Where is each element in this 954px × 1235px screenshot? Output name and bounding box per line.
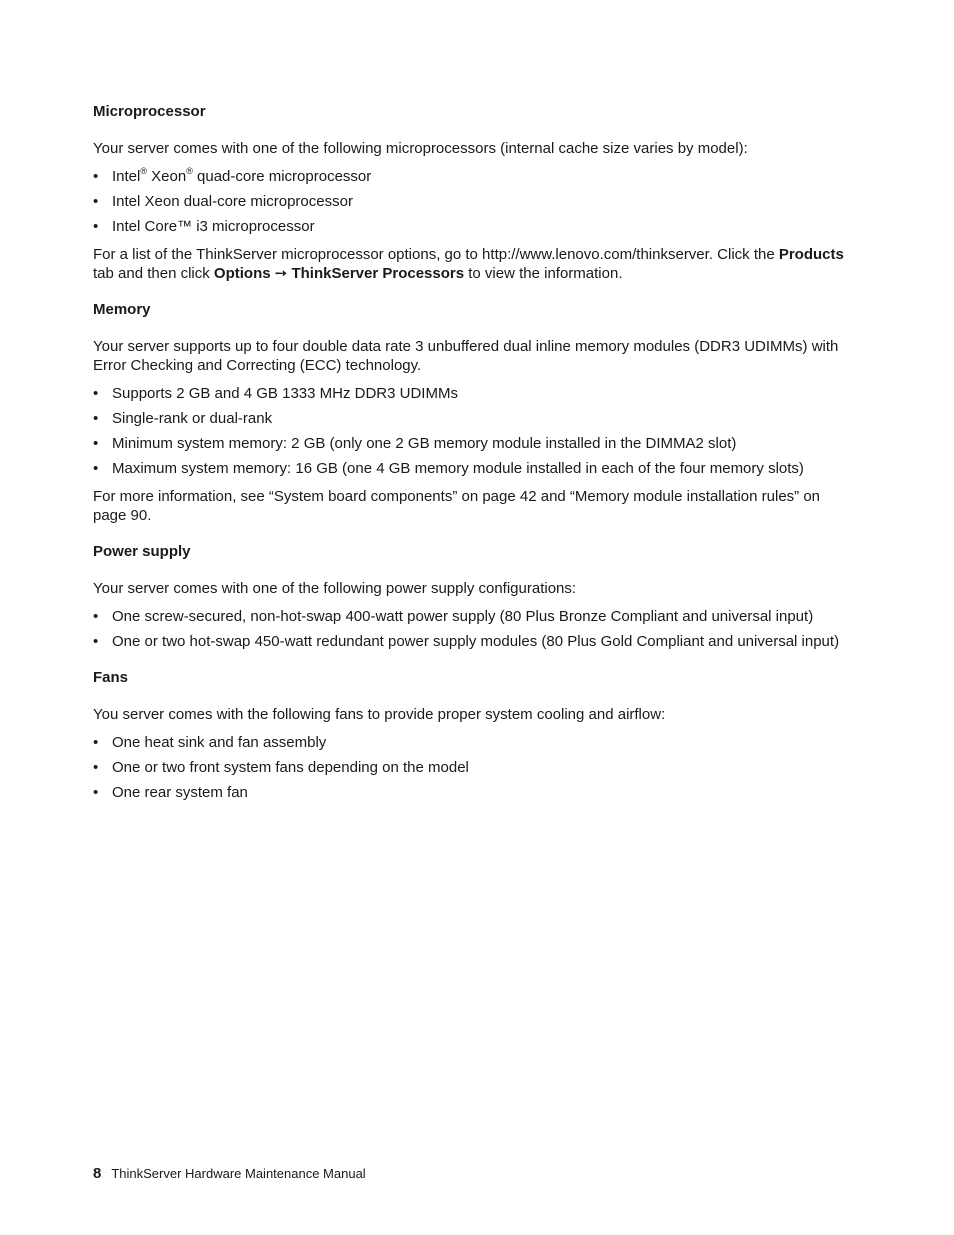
list-item: • Maximum system memory: 16 GB (one 4 GB memory module installed in each of the four memory slots) <box>93 459 853 478</box>
fans-list <box>93 733 853 802</box>
list-item: • Single-rank or dual-rank <box>93 409 853 428</box>
power-supply-intro: Your server comes with one of the following power supply configurations: <box>93 580 577 597</box>
page-footer <box>93 1165 366 1183</box>
memory-intro: Your server supports up to four double data rate 3 unbuffered dual inline memory modules (DDR3 UDIMMs) with Error Checking and Correcting (ECC) technology. <box>93 338 839 374</box>
page-number: 8 <box>93 1165 102 1182</box>
list-item: • Intel® Xeon® quad-core microprocessor <box>93 167 853 186</box>
power-supply-section <box>93 542 853 651</box>
page-content <box>93 102 853 811</box>
microprocessor-list <box>93 167 853 236</box>
list-item: • Intel Xeon dual-core microprocessor <box>93 192 853 211</box>
microprocessor-note: For a list of the ThinkServer microprocessor options, go to http://www.lenovo.com/thinkserver. Click the Products tab and then click Options ➙ ThinkServer Processors to view the information. <box>93 246 844 282</box>
fans-section <box>93 668 853 802</box>
fans-intro: You server comes with the following fans to provide proper system cooling and airflow: <box>93 706 666 723</box>
power-supply-heading: Power supply <box>93 543 191 560</box>
memory-list <box>93 384 853 478</box>
list-item: • One or two front system fans depending on the model <box>93 758 853 777</box>
list-item: • One rear system fan <box>93 783 853 802</box>
fans-heading: Fans <box>93 669 129 686</box>
microprocessor-heading: Microprocessor <box>93 103 206 120</box>
microprocessor-intro: Your server comes with one of the following microprocessors (internal cache size varies by model): <box>93 140 748 157</box>
manual-title: ThinkServer Hardware Maintenance Manual <box>111 1166 366 1181</box>
list-item: • Supports 2 GB and 4 GB 1333 MHz DDR3 UDIMMs <box>93 384 853 403</box>
power-supply-list <box>93 607 853 651</box>
list-item: • One screw-secured, non-hot-swap 400-watt power supply (80 Plus Bronze Compliant and universal input) <box>93 607 853 626</box>
memory-section <box>93 300 853 525</box>
list-item: • One or two hot-swap 450-watt redundant power supply modules (80 Plus Gold Compliant and universal input) <box>93 632 853 651</box>
microprocessor-section <box>93 102 853 283</box>
list-item: • One heat sink and fan assembly <box>93 733 853 752</box>
list-item: • Minimum system memory: 2 GB (only one 2 GB memory module installed in the DIMMA2 slot) <box>93 434 853 453</box>
memory-heading: Memory <box>93 301 151 318</box>
memory-note: For more information, see “System board components” on page 42 and “Memory module installation rules” on page 90. <box>93 488 821 524</box>
list-item: • Intel Core™ i3 microprocessor <box>93 217 853 236</box>
